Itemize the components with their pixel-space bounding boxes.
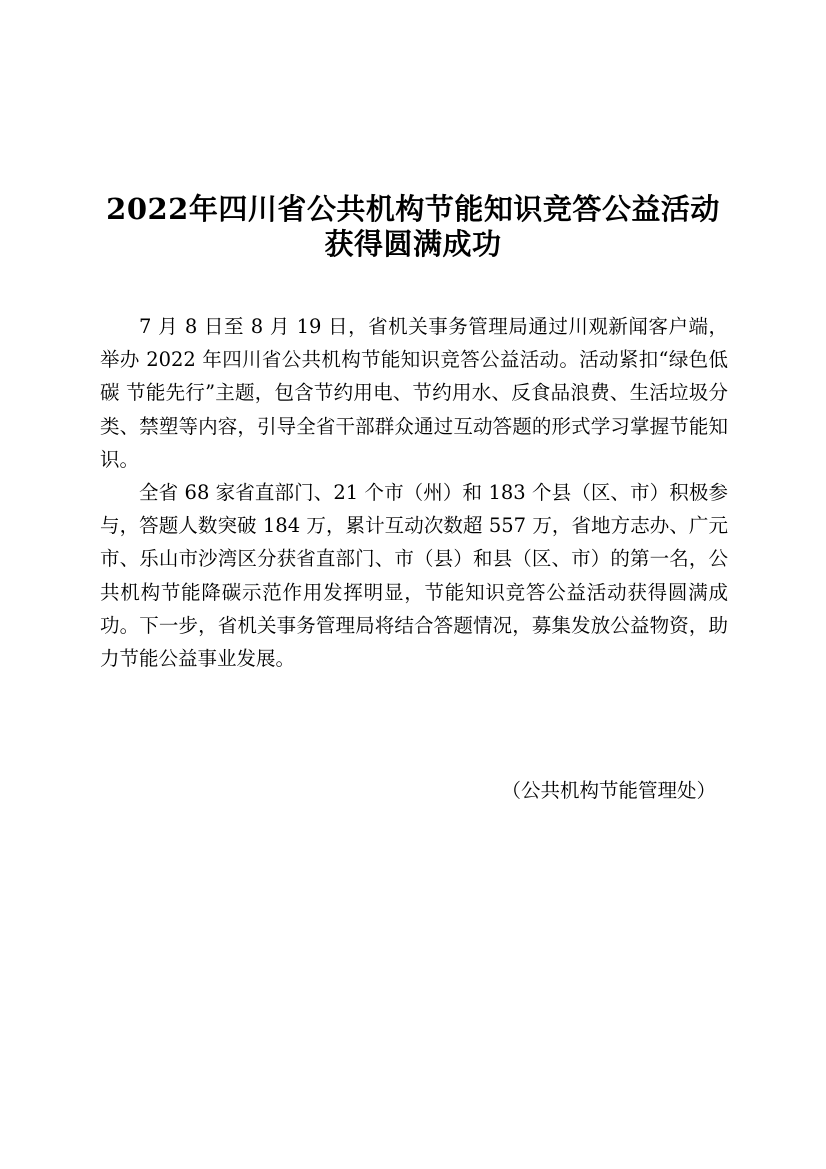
signature-department: （公共机构节能管理处）: [501, 779, 716, 802]
document-body: [100, 310, 728, 675]
body-paragraph-1: 7 月 8 日至 8 月 19 日，省机关事务管理局通过川观新闻客户端，举办 2022 年四川省公共机构节能知识竞答公益活动。活动紧扣“绿色低碳 节能先行”主题，包含节约用电、节约用水、反食品浪费、生活垃圾分类、禁塑等内容，引导全省干部群众通过互动答题的形式学习掌握节能知识。: [100, 315, 728, 471]
document-title-line2: 获得圆满成功: [324, 227, 502, 261]
document-title-line1: 2022年四川省公共机构节能知识竞答公益活动: [106, 192, 720, 226]
body-paragraph-2: 全省 68 家省直部门、21 个市（州）和 183 个县（区、市）积极参与，答题人数突破 184 万，累计互动次数超 557 万，省地方志办、广元市、乐山市沙湾区分获省直部门、市（县）和县（区、市）的第一名，公共机构节能降碳示范作用发挥明显，节能知识竞答公益活动获得圆满成功。下一步，省机关事务管理局将结合答题情况，募集发放公益物资，助力节能公益事业发展。: [100, 481, 728, 671]
